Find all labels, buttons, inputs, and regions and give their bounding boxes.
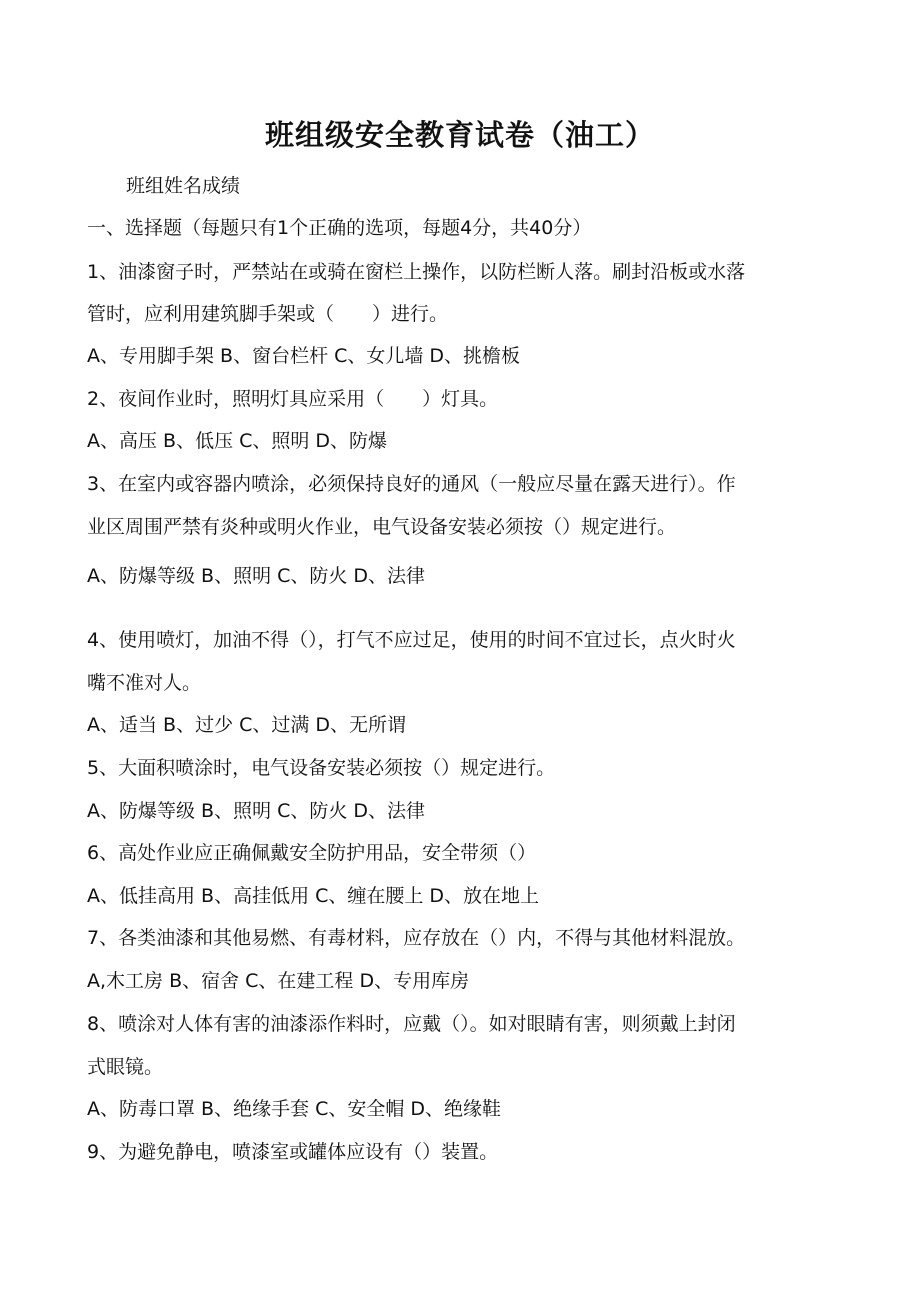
document-title: 班组级安全教育试卷（油工） bbox=[264, 118, 655, 152]
question-4-line-1: 4、使用喷灯，加油不得（），打气不应过足，使用的时间不宜过长，点火时火 bbox=[87, 629, 736, 651]
question-1-line-1: 1、油漆窗子时，严禁站在或骑在窗栏上操作，以防栏断人落。刷封沿板或水落 bbox=[87, 261, 746, 283]
question-3-line-2: 业区周围严禁有炎种或明火作业，电气设备安装必须按（）规定进行。 bbox=[87, 516, 677, 538]
question-4-options: A、适当 B、过少 C、过满 D、无所谓 bbox=[87, 714, 407, 736]
question-1-line-2: 管时，应利用建筑脚手架或（ ）进行。 bbox=[87, 303, 449, 325]
question-7-options: A,木工房 B、宿舍 C、在建工程 D、专用库房 bbox=[87, 970, 470, 992]
question-8-line-2: 式眼镜。 bbox=[87, 1056, 164, 1078]
question-2-line-1: 2、夜间作业时，照明灯具应采用（ ）灯具。 bbox=[87, 388, 499, 410]
question-2-options: A、高压 B、低压 C、照明 D、防爆 bbox=[87, 430, 388, 452]
question-4-line-2: 嘴不准对人。 bbox=[87, 672, 202, 694]
question-1-options: A、专用脚手架 B、窗台栏杆 C、女儿墙 D、挑檐板 bbox=[87, 345, 521, 367]
question-5-line-1: 5、大面积喷涂时，电气设备安装必须按（）规定进行。 bbox=[87, 757, 556, 779]
info-line: 班组姓名成绩 bbox=[126, 175, 241, 197]
question-3-line-1: 3、在室内或容器内喷涂，必须保持良好的通风（一般应尽量在露天进行）。作 bbox=[87, 473, 736, 495]
question-6-options: A、低挂高用 B、高挂低用 C、缠在腰上 D、放在地上 bbox=[87, 885, 540, 907]
question-9-line-1: 9、为避免静电，喷漆室或罐体应设有（）装置。 bbox=[87, 1141, 499, 1163]
question-8-line-1: 8、喷涂对人体有害的油漆添作料时，应戴（）。如对眼睛有害，则须戴上封闭 bbox=[87, 1013, 736, 1035]
question-3-options: A、防爆等级 B、照明 C、防火 D、法律 bbox=[87, 565, 426, 587]
section-header: 一、选择题（每题只有1个正确的选项，每题4分，共40分） bbox=[87, 217, 592, 239]
question-6-line-1: 6、高处作业应正确佩戴安全防护用品，安全带须（） bbox=[87, 842, 537, 864]
question-7-line-1: 7、各类油漆和其他易燃、有毒材料，应存放在（）内，不得与其他材料混放。 bbox=[87, 927, 746, 949]
question-5-options: A、防爆等级 B、照明 C、防火 D、法律 bbox=[87, 800, 426, 822]
question-8-options: A、防毒口罩 B、绝缘手套 C、安全帽 D、绝缘鞋 bbox=[87, 1098, 502, 1120]
